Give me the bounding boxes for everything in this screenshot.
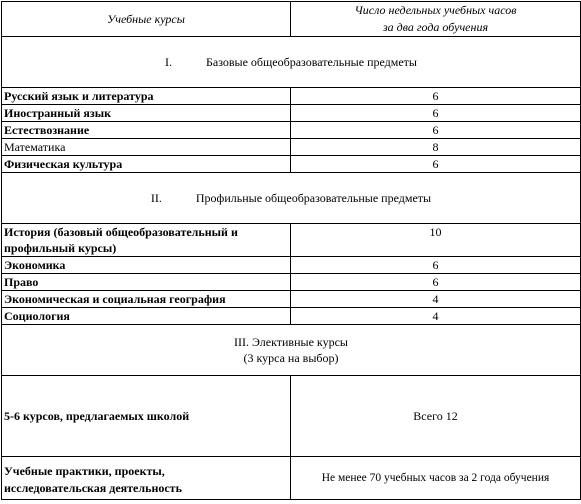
section-basic-title: Базовые общеобразовательные предметы xyxy=(205,55,417,69)
section-basic-heading xyxy=(2,37,581,88)
school-courses-hours: Всего 12 xyxy=(291,376,581,457)
section-basic-number: I. xyxy=(164,55,172,69)
header-hours xyxy=(291,2,581,37)
table-row xyxy=(2,224,581,257)
subject-hours: 8 xyxy=(291,139,581,156)
table-row xyxy=(2,156,581,173)
subject-hours: 4 xyxy=(291,308,581,325)
subject-hours: 10 xyxy=(291,224,581,257)
subject-name: Социология xyxy=(2,308,291,325)
section-profile-number: II. xyxy=(150,191,162,205)
subject-name: Экономическая и социальная география xyxy=(2,291,291,308)
section-profile-title: Профильные общеобразовательные предметы xyxy=(195,191,432,205)
curriculum-table xyxy=(1,1,581,500)
school-courses-name: 5-6 курсов, предлагаемых школой xyxy=(2,376,291,457)
table-row xyxy=(2,457,581,500)
subject-hours: 6 xyxy=(291,105,581,122)
subject-hours: 6 xyxy=(291,274,581,291)
section-profile-row xyxy=(2,173,581,224)
header-hours-line2: за два года обучения xyxy=(382,20,489,34)
header-hours-line1: Число недельных учебных часов xyxy=(354,3,517,17)
table-row xyxy=(2,88,581,105)
table-row xyxy=(2,105,581,122)
subject-hours: 6 xyxy=(291,122,581,139)
subject-hours: 6 xyxy=(291,257,581,274)
table-header-row xyxy=(2,2,581,37)
section-elective-row xyxy=(2,325,581,376)
subject-name: Право xyxy=(2,274,291,291)
section-profile-heading xyxy=(2,173,581,224)
table-row xyxy=(2,257,581,274)
table-row xyxy=(2,291,581,308)
table-row xyxy=(2,139,581,156)
subject-name: Русский язык и литература xyxy=(2,88,291,105)
subject-name: История (базовый общеобразовательный и профильный курсы) xyxy=(2,224,291,257)
subject-name: Математика xyxy=(2,139,291,156)
table-row xyxy=(2,376,581,457)
table-row xyxy=(2,122,581,139)
practice-name-line1: Учебные практики, проекты, xyxy=(4,464,165,478)
subject-hours: 6 xyxy=(291,88,581,105)
practice-hours: Не менее 70 учебных часов за 2 года обучения xyxy=(291,457,581,500)
table-row xyxy=(2,308,581,325)
header-courses xyxy=(2,2,291,37)
table-row xyxy=(2,274,581,291)
header-courses-label: Учебные курсы xyxy=(107,12,185,26)
subject-name: Физическая культура xyxy=(2,156,291,173)
subject-name: Экономика xyxy=(2,257,291,274)
section-elective-title: III. Элективные курсы xyxy=(234,335,348,349)
subject-hours: 4 xyxy=(291,291,581,308)
subject-name: Иностранный язык xyxy=(2,105,291,122)
subject-hours: 6 xyxy=(291,156,581,173)
section-basic-row xyxy=(2,37,581,88)
subject-name: Естествознание xyxy=(2,122,291,139)
section-elective-heading xyxy=(2,325,581,376)
section-elective-subtitle: (3 курса на выбор) xyxy=(243,351,339,365)
practice-name xyxy=(2,457,291,500)
practice-name-line2: исследовательская деятельность xyxy=(4,481,182,495)
